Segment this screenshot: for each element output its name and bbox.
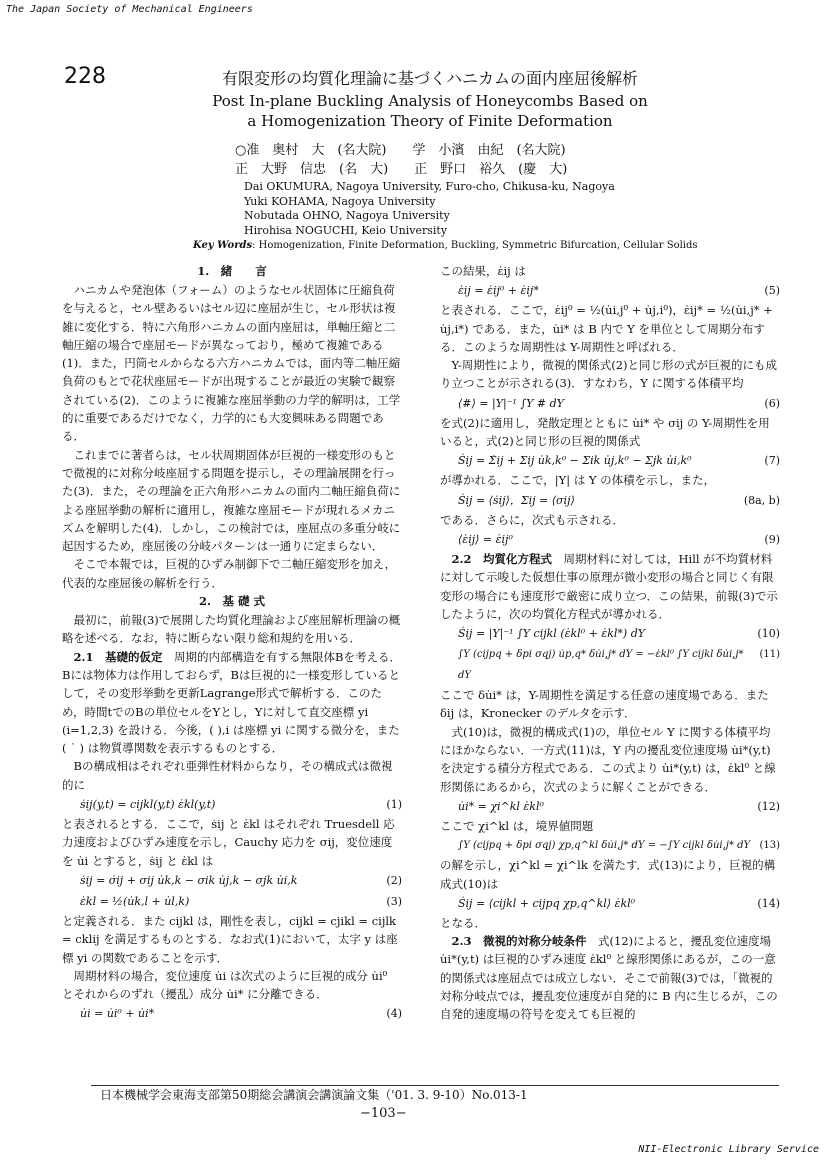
paragraph: 周期材料に対しては，Hill が不均質材料に対して示唆した仮想仕事の原理が微小変形の場合と同じく有限変形の場合にも速度形で厳密に成り立つ．この結果，前報(3)で示したように，次の均質化方程式が導かれる． xyxy=(440,551,778,621)
author-affiliation: Hirohisa NOGUCHI, Keio University xyxy=(244,223,448,237)
paragraph: 式(12)によると，擾乱変位速度場 u̇i*(y,t) は巨視的ひずみ速度 ε̇kl⁰ と線形関係にあるが，この一意的関係式は座屈点では成立しない．そこで前報(3)では，「微視的対称分岐点では，擾乱変位速度が自発的に B 内に生じるが，この自発的速度場の符号を変えても巨視的 xyxy=(440,934,778,1022)
keywords-label: Key Words xyxy=(193,240,253,251)
keywords xyxy=(193,240,698,251)
author-affiliation: Yuki KOHAMA, Nagoya University xyxy=(244,194,436,208)
paragraph: ここで χi^kl は，境界値問題 xyxy=(440,818,594,833)
equation-6: ⟨#⟩ = |Y|⁻¹ ∫Y # dY (6) xyxy=(458,396,780,410)
paper-number: 228 xyxy=(64,64,106,89)
title-japanese: 有限変形の均質化理論に基づくハニカムの面内座屈後解析 xyxy=(221,69,638,88)
paragraph: と表されるとする．ここで，ṡij と ε̇kl はそれぞれ Truesdell 応力速度およびひずみ速度を示し，Cauchy 応力を σij，変位速度を u̇i とすると，ṡij と ε̇kl は xyxy=(62,817,395,868)
title-english-line2: a Homogenization Theory of Finite Deformation xyxy=(247,112,613,130)
paragraph: の解を示し，χi^kl = χi^lk を満たす．式(13)により，巨視的構成式(10)は xyxy=(440,858,776,891)
equation-3: ε̇kl = ½(u̇k,l + u̇l,k) (3) xyxy=(80,894,402,908)
paragraph: ハニカムや発泡体（フォーム）のようなセル状固体に圧縮負荷を与えると，セル壁あるいはセル辺に座屈が生じ，セル形状は複雑に変化する．特に六角形ハニカムの面内座屈は，単軸圧縮と二軸圧縮の場合で座屈モードが異なっており，極めて複雑である(1)．また，円筒セルからなる六方ハニカムでは，面内等二軸圧縮負荷のもとで花状座屈モードが出現することが最近の実験で観察されている(2)．このように複雑な座屈挙動の力学的解明は，工学的に重要であるだけでなく，力学的にも大変興味ある問題である． xyxy=(62,283,401,444)
equation-1: ṡij(y,t) = cijkl(y,t) ε̇kl(y,t) (1) xyxy=(80,798,402,812)
paragraph: となる． xyxy=(440,915,486,930)
paragraph: と定義される．また cijkl は，剛性を表し，cijkl = cjikl = cijlk = cklij を満足するものとする．なお式(1)において，太字 y は座標 yi の関数であることを示す． xyxy=(62,913,398,965)
keywords-text: : Homogenization, Finite Deformation, Buckling, Symmetric Bifurcation, Cellular Solids xyxy=(252,240,698,251)
paragraph: である．さらに，次式も示される． xyxy=(440,512,624,527)
paragraph: Y-周期性により，微視的関係式(2)と同じ形の式が巨視的にも成り立つことが示される(3)．すなわち，Y に関する体積平均 xyxy=(440,358,778,391)
paragraph: これまでに著者らは，セル状周期固体が巨視的一様変形のもとで微視的に対称分岐座屈する問題を提示し，その理論展開を行った(3)．また，その理論を正六角形ハニカムの面内二軸圧縮負荷による座屈挙動の解析に適用し，複雑な座屈モードが現れるメカニズムを解明した(4)．しかし，この検討では，座屈点の多重分岐に起因するため，座屈後の分岐パターンは一通りに定まらない． xyxy=(62,447,401,554)
equation-8: Ṡij = ⟨ṡij⟩，Σij = ⟨σij⟩ (8a, b) xyxy=(458,493,780,507)
right-column xyxy=(440,262,780,1024)
equation-5: ε̇ij = ε̇ij⁰ + ε̇ij* (5) xyxy=(458,284,780,298)
subsection-heading: 2.1 基礎的仮定 xyxy=(73,649,163,664)
equation-2: ṡij = σ̇ij + σij u̇k,k − σik u̇j,k − σjk u̇i,k (2) xyxy=(80,873,402,887)
paragraph: そこで本報では，巨視的ひずみ制御下で二軸圧縮変形を加え，代表的な座屈後の解析を行う． xyxy=(62,557,397,590)
paragraph: ここで δu̇i* は，Y-周期性を満足する任意の速度場である．また δij は，Kronecker のデルタを示す． xyxy=(440,688,769,721)
equation-4: u̇i = u̇i⁰ + u̇i* (4) xyxy=(80,1007,402,1021)
page-number: −103− xyxy=(360,1106,407,1121)
title-english-line1: Post In-plane Buckling Analysis of Honeycombs Based on xyxy=(212,92,648,110)
subsection-heading: 2.3 微視的対称分岐条件 xyxy=(451,934,587,949)
paragraph: 最初に，前報(3)で展開した均質化理論および座屈解析理論の概略を述べる．なお，特に断らない限り総和規約を用いる． xyxy=(62,613,401,646)
society-header: The Japan Society of Mechanical Engineers xyxy=(6,4,253,15)
paragraph: 周期材料の場合，変位速度 u̇i は次式のように巨視的成分 u̇i⁰ とそれからのずれ（擾乱）成分 u̇i* に分離できる． xyxy=(62,968,388,1002)
paragraph: を式(2)に適用し，発散定理とともに u̇i* や σij の Y-周期性を用いると，式(2)と同じ形の巨視的関係式 xyxy=(440,415,770,449)
paragraph: が導かれる．ここで，|Y| は Y の体積を示し，また， xyxy=(440,473,716,488)
equation-13: ∫Y (cijpq + δpi σqj) χp,q^kl δu̇i,j* dY = −∫Y cijkl δu̇i,j* dY (13) xyxy=(458,840,780,852)
section-heading-basic-equations: 2. 基 礎 式 xyxy=(198,594,265,609)
equation-14: Ṡij = ⟨cijkl + cijpq χp,q^kl⟩ ε̇kl⁰ (14) xyxy=(458,896,780,910)
authors-japanese-line1: ○准 奥村 大 (名大院) 学 小濱 由紀 (名大院) xyxy=(235,143,566,158)
equation-7: Ṡij = Σ̇ij + Σij u̇k,k⁰ − Σik u̇j,k⁰ − Σjk u̇i,k⁰ (7) xyxy=(458,454,780,468)
equation-11: ∫Y (cijpq + δpi σqj) u̇p,q* δu̇i,j* dY = −ε̇kl⁰ ∫Y cijkl δu̇i,j* dY (11) xyxy=(458,649,780,682)
left-column xyxy=(62,262,402,1024)
equation-12: u̇i* = χi^kl ε̇kl⁰ (12) xyxy=(458,799,780,813)
paragraph: Bの構成相はそれぞれ亜弾性材料からなり，その構成式は微視的に xyxy=(62,759,393,792)
section-heading-introduction: 1. 緒 言 xyxy=(197,264,267,278)
author-affiliation: Dai OKUMURA, Nagoya University, Furo-cho, Chikusa-ku, Nagoya xyxy=(244,180,615,193)
equation-10: Ṡij = |Y|⁻¹ ∫Y cijkl (ε̇kl⁰ + ε̇kl*) dY (10) xyxy=(458,627,780,641)
paragraph: と表される．ここで，ε̇ij⁰ = ½(u̇i,j⁰ + u̇j,i⁰)，ε̇ij* = ½(u̇i,j* + u̇j,i*) である．また，u̇i* は B 内で Y を単位として周期分布する．このような周期性は Y-周期性と呼ばれる． xyxy=(440,303,773,354)
author-affiliation: Nobutada OHNO, Nagoya University xyxy=(244,209,450,222)
proceedings-footer: 日本機械学会東海支部第50期総会講演会講演論文集（'01. 3. 9-10）No.013-1 xyxy=(100,1088,528,1102)
paragraph: この結果，ε̇ij は xyxy=(440,264,526,278)
paragraph: 周期的内部構造を有する無限体Bを考える．Bには物体力は作用しておらず，Bは巨視的に一様変形しているとして，その変形挙動を更新Lagrange形式で解析する．このため，時間tでのBの単位セルをYとし，Yに対して直交座標 yi (i=1,2,3) を設ける．今後，( ),i は座標 yi に関する微分を，また ( ˙ ) は物質導関数を表示するものとする． xyxy=(62,649,401,756)
subsection-heading: 2.2 均質化方程式 xyxy=(451,551,553,566)
authors-english xyxy=(244,180,615,238)
authors-japanese-line2: 正 大野 信忠 (名 大) 正 野口 裕久 (慶 大) xyxy=(235,162,568,177)
equation-9: ⟨ε̇ij⟩ = ε̇ij⁰ (9) xyxy=(458,532,780,546)
library-service-footer: NII-Electronic Library Service xyxy=(638,1144,819,1155)
paragraph: 式(10)は，微視的構成式(1)の，単位セル Y に関する体積平均にほかならない．一方式(11)は，Y 内の擾乱変位速度場 u̇i*(y,t) を決定する積分方程式である．この式より u̇i*(y,t) は，ε̇kl⁰ と線形関係にあるから，次式のように解くことができる． xyxy=(440,724,776,794)
